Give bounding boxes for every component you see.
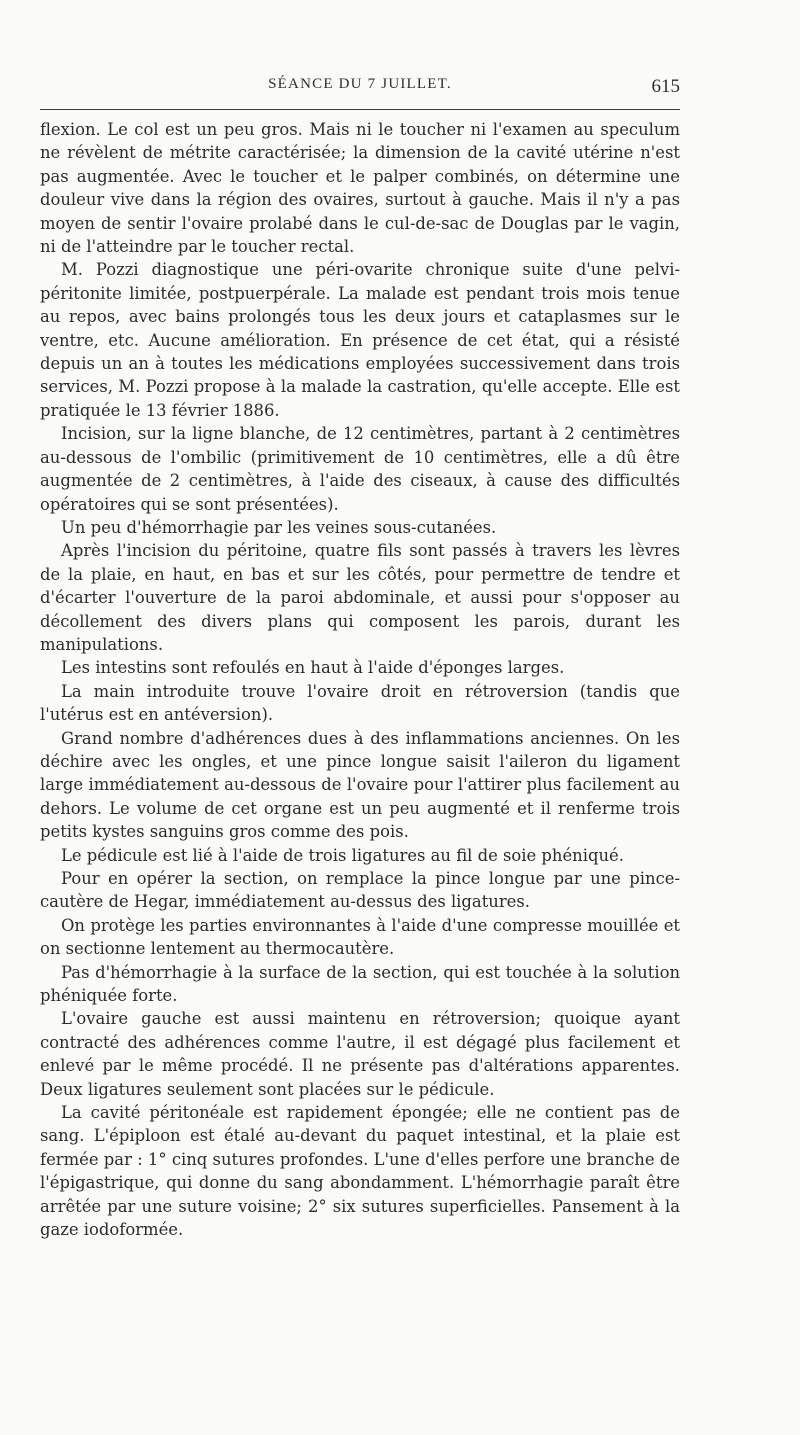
- paragraph: Un peu d'hémorrhagie par les veines sous-cutanées.: [61, 517, 497, 537]
- paragraph: On protège les parties environnantes à l'aide d'une compresse mouillée et on sectionne lentement au thermocautère.: [40, 915, 680, 959]
- paragraph: Pour en opérer la section, on remplace la pince longue par une pince-cautère de Hegar, immédiatement au-dessus des ligatures.: [40, 869, 680, 912]
- running-head: [40, 76, 680, 100]
- header-rule: [40, 109, 680, 110]
- paragraph: L'ovaire gauche est aussi maintenu en rétroversion; quoique ayant contracté des adhérences comme l'autre, il est dégagé plus facilement et enlevé par le même procédé. Il ne présente pas d'altérations apparentes. Deux ligatures seulement sont placées sur le pédicule.: [40, 1009, 680, 1099]
- paragraph: Grand nombre d'adhérences dues à des inflammations anciennes. On les déchire avec les ongles, et une pince longue saisit l'aileron du ligament large immédiatement au-dessous de l'ovaire pour l'attirer plus facilement au dehors. Le volume de cet organe est un peu augmenté et il renferme trois petits kystes sanguins gros comme des pois.: [40, 728, 680, 842]
- paragraph: Pas d'hémorrhagie à la surface de la section, qui est touchée à la solution phéniquée forte.: [40, 962, 680, 1006]
- paragraph: Le pédicule est lié à l'aide de trois ligatures au fil de soie phéniqué.: [61, 845, 624, 865]
- paragraph: La cavité péritonéale est rapidement épongée; elle ne contient pas de sang. L'épiploon est étalé au-devant du paquet intestinal, et la plaie est fermée par : 1° cinq sutures profondes. L'une d'elles perfore une branche de l'épigastrique, qui donne du sang abondamment. L'hémorrhagie paraît être arrêtée par une suture voisine; 2° six sutures superficielles. Pansement à la gaze iodoformée.: [40, 1103, 680, 1240]
- running-title: SÉANCE DU 7 JUILLET.: [268, 76, 452, 92]
- page-number: 615: [651, 76, 680, 97]
- paragraph: La main introduite trouve l'ovaire droit en rétroversion (tandis que l'utérus est en antéversion).: [40, 681, 680, 725]
- paragraph: flexion. Le col est un peu gros. Mais ni le toucher ni l'examen au speculum ne révèlent de métrite caractérisée; la dimension de la cavité utérine n'est pas augmentée. Avec le toucher et le palper combinés, on détermine une douleur vive dans la région des ovaires, surtout à gauche. Mais il n'y a pas moyen de sentir l'ovaire prolabé dans le cul-de-sac de Douglas par le vagin, ni de l'atteindre par le toucher rectal.: [40, 120, 680, 257]
- paragraph: Incision, sur la ligne blanche, de 12 centimètres, partant à 2 centimètres au-dessous de l'ombilic (primitivement de 10 centimètres, elle a dû être augmentée de 2 centimètres, à l'aide des ciseaux, à cause des difficultés opératoires qui se sont présentées).: [40, 424, 680, 514]
- paragraph: M. Pozzi diagnostique une péri-ovarite chronique suite d'une pelvi-péritonite limitée, postpuerpérale. La malade est pendant trois mois tenue au repos, avec bains prolongés tous les deux jours et cataplasmes sur le ventre, etc. Aucune amélioration. En présence de cet état, qui a résisté depuis un an à toutes les médications employées successivement dans trois services, M. Pozzi propose à la malade la castration, qu'elle accepte. Elle est pratiquée le 13 février 1886.: [40, 260, 680, 420]
- paragraph: Après l'incision du péritoine, quatre fils sont passés à travers les lèvres de la plaie, en haut, en bas et sur les côtés, pour permettre de tendre et d'écarter l'ouverture de la paroi abdominale, et aussi pour s'opposer au décollement des divers plans qui composent les parois, durant les manipulations.: [40, 541, 680, 654]
- paragraph: Les intestins sont refoulés en haut à l'aide d'éponges larges.: [61, 658, 565, 678]
- body-text: [40, 118, 680, 1242]
